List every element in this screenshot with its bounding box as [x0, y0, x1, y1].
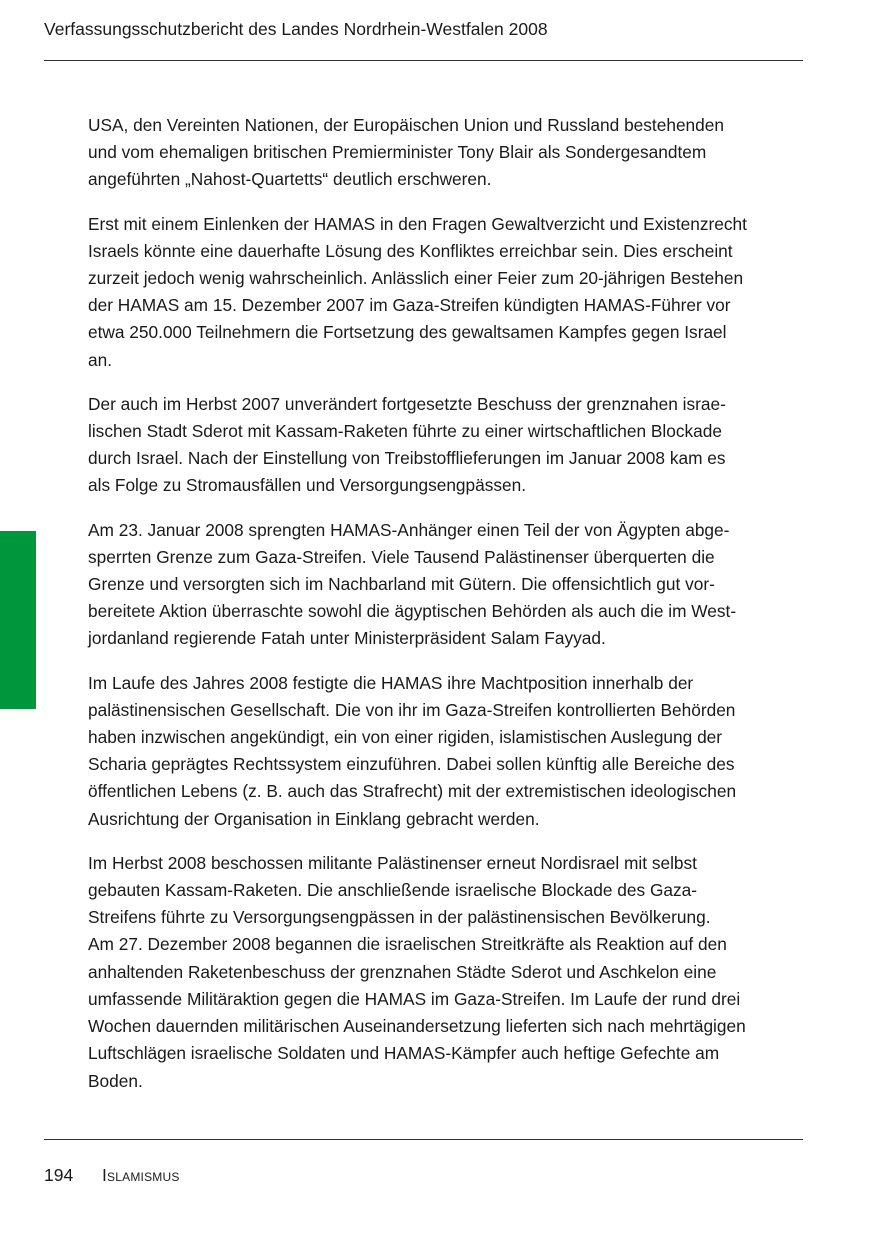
- text-line: Im Laufe des Jahres 2008 festigte die HAMAS ihre Machtposition innerhalb der: [88, 672, 694, 693]
- text-line: Ausrichtung der Organisation in Einklang gebracht werden.: [88, 808, 540, 829]
- text-line: gebauten Kassam-Raketen. Die anschließende israelische Blockade des Gaza-: [88, 880, 698, 901]
- paragraph: [88, 391, 804, 500]
- footer-divider: [44, 1139, 803, 1140]
- text-line: Grenze und versorgten sich im Nachbarland mit Gütern. Die offensichtlich gut vor-: [88, 574, 715, 595]
- paragraph: [88, 670, 804, 833]
- text-line: Wochen dauernden militärischen Auseinandersetzung lieferten sich nach mehrtägigen: [88, 1016, 746, 1037]
- section-name: Islamismus: [102, 1165, 180, 1185]
- text-line: bereitete Aktion überraschte sowohl die ägyptischen Behörden als auch die im West-: [88, 601, 737, 622]
- text-line: Israels könnte eine dauerhafte Lösung des Konfliktes erreichbar sein. Dies erscheint: [88, 240, 733, 261]
- text-line: sperrten Grenze zum Gaza-Streifen. Viele Tausend Palästinenser überquerten die: [88, 546, 715, 567]
- text-line: durch Israel. Nach der Einstellung von Treibstofflieferungen im Januar 2008 kam es: [88, 448, 726, 469]
- text-line: umfassende Militäraktion gegen die HAMAS im Gaza-Streifen. Im Laufe der rund drei: [88, 988, 741, 1009]
- text-line: USA, den Vereinten Nationen, der Europäischen Union und Russland bestehenden: [88, 115, 725, 135]
- text-line: lischen Stadt Sderot mit Kassam-Raketen führte zu einer wirtschaftlichen Blockade: [88, 421, 722, 442]
- paragraph: [88, 211, 804, 374]
- text-line: Streifens führte zu Versorgungsengpässen in der palästinensischen Bevölkerung.: [88, 907, 711, 928]
- paragraph: [88, 112, 804, 194]
- text-line: und vom ehemaligen britischen Premierminister Tony Blair als Sondergesandtem: [88, 142, 707, 163]
- text-line: angeführten „Nahost-Quartetts“ deutlich erschweren.: [88, 169, 492, 190]
- text-line: Am 27. Dezember 2008 begannen die israelischen Streitkräfte als Reaktion auf den: [88, 934, 727, 955]
- chapter-side-tab: [0, 531, 36, 709]
- body-text: [88, 112, 804, 1112]
- text-line: etwa 250.000 Teilnehmern die Fortsetzung des gewaltsamen Kampfes gegen Israel: [88, 322, 727, 343]
- paragraph: [88, 517, 804, 653]
- text-line: Scharia geprägtes Rechtssystem einzuführen. Dabei sollen künftig alle Bereiche des: [88, 754, 735, 775]
- text-line: anhaltenden Raketenbeschuss der grenznahen Städte Sderot und Aschkelon eine: [88, 961, 717, 982]
- text-line: an.: [88, 349, 113, 370]
- text-line: palästinensischen Gesellschaft. Die von ihr im Gaza-Streifen kontrollierten Behörden: [88, 699, 736, 720]
- header-divider: [44, 60, 803, 61]
- page-number: 194: [44, 1165, 74, 1185]
- text-line: Luftschlägen israelische Soldaten und HAMAS-Kämpfer auch heftige Gefechte am: [88, 1043, 720, 1064]
- paragraph: [88, 850, 804, 1095]
- text-line: Am 23. Januar 2008 sprengten HAMAS-Anhänger einen Teil der von Ägypten abge-: [88, 519, 730, 540]
- text-line: der HAMAS am 15. Dezember 2007 im Gaza-Streifen kündigten HAMAS-Führer vor: [88, 295, 731, 316]
- text-line: haben inzwischen angekündigt, ein von einer rigiden, islamistischen Auslegung der: [88, 727, 723, 748]
- page-header-title: Verfassungsschutzbericht des Landes Nordrhein-Westfalen 2008: [44, 19, 548, 39]
- text-line: Boden.: [88, 1070, 143, 1091]
- page-footer: [44, 1163, 180, 1187]
- text-line: Der auch im Herbst 2007 unverändert fortgesetzte Beschuss der grenznahen israe-: [88, 393, 726, 414]
- text-line: Erst mit einem Einlenken der HAMAS in den Fragen Gewaltverzicht und Existenzrecht: [88, 213, 747, 234]
- text-line: Im Herbst 2008 beschossen militante Palästinenser erneut Nordisrael mit selbst: [88, 852, 697, 873]
- text-line: öffentlichen Lebens (z. B. auch das Strafrecht) mit der extremistischen ideologischen: [88, 781, 737, 802]
- text-line: jordanland regierende Fatah unter Ministerpräsident Salam Fayyad.: [88, 628, 606, 649]
- text-line: zurzeit jedoch wenig wahrscheinlich. Anlässlich einer Feier zum 20-jährigen Bestehen: [88, 268, 744, 289]
- text-line: als Folge zu Stromausfällen und Versorgungsengpässen.: [88, 475, 527, 496]
